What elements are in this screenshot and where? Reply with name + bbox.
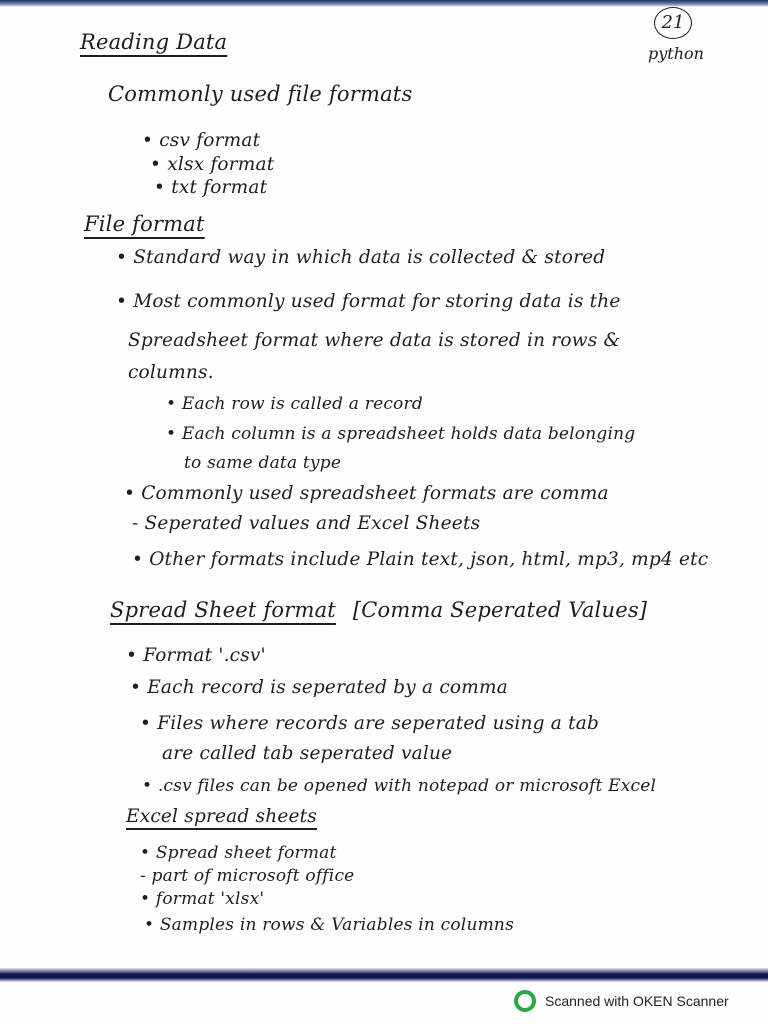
note-line: • Files where records are seperated using a tab — [140, 713, 600, 734]
format-item: • xlsx format — [150, 154, 275, 175]
section-heading-file-format: File format — [84, 212, 205, 236]
scanner-logo-icon — [514, 990, 536, 1012]
page-bottom-edge — [0, 968, 768, 982]
note-line: • Spread sheet format — [140, 843, 337, 863]
section-heading-spreadsheet — [110, 598, 647, 622]
spreadsheet-bracket-note: [Comma Seperated Values] — [352, 598, 648, 622]
note-line: • Standard way in which data is collected & stored — [116, 247, 606, 268]
spreadsheet-heading-text: Spread Sheet format — [110, 598, 336, 622]
note-line: • Samples in rows & Variables in columns — [144, 915, 514, 935]
subject-label: python — [648, 44, 704, 63]
section-heading-excel: Excel spread sheets — [126, 806, 317, 827]
note-line: • Each row is called a record — [166, 394, 423, 414]
note-line: are called tab seperated value — [162, 743, 453, 764]
note-line: - Seperated values and Excel Sheets — [132, 513, 481, 534]
scanner-watermark — [514, 990, 729, 1012]
note-line: • Other formats include Plain text, json, html, mp3, mp4 etc — [132, 549, 709, 570]
note-line: - part of microsoft office — [140, 866, 355, 886]
note-line: • Each column is a spreadsheet holds data belonging — [166, 424, 636, 444]
format-item: • csv format — [142, 130, 261, 151]
note-line: • Most commonly used format for storing data is the — [116, 291, 621, 312]
intro-line: Commonly used file formats — [108, 82, 413, 106]
note-line: to same data type — [184, 453, 342, 473]
note-line: columns. — [128, 362, 214, 383]
note-line: Spreadsheet format where data is stored in rows & — [128, 330, 621, 351]
page-number: 21 — [654, 7, 692, 39]
note-line: • Format '.csv' — [126, 645, 266, 666]
page-top-edge — [0, 0, 768, 7]
note-line: • format 'xlsx' — [140, 889, 265, 909]
note-line: • Each record is seperated by a comma — [130, 677, 508, 698]
page-title: Reading Data — [80, 30, 228, 54]
scanner-label: Scanned with OKEN Scanner — [545, 993, 729, 1009]
note-line: • Commonly used spreadsheet formats are comma — [124, 483, 609, 504]
format-item: • txt format — [154, 177, 268, 198]
note-line: • .csv files can be opened with notepad or microsoft Excel — [142, 776, 657, 796]
